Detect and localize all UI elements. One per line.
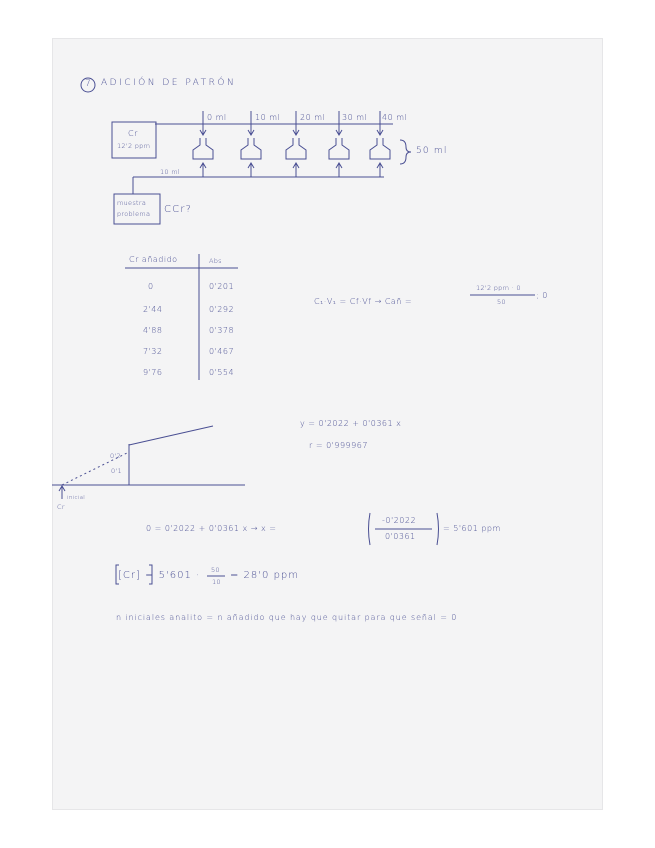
volume-label-4: 30 ml <box>342 113 368 122</box>
sample-label-line2: problema <box>117 210 151 218</box>
stock-concentration: 12'2 ppm <box>117 142 151 150</box>
table-cell: 0'292 <box>209 305 235 314</box>
page-title: ADICIÓN DE PATRÓN <box>101 78 237 88</box>
graph-arrow-label: Cr <box>57 503 65 511</box>
zero-signal-result: = 5'601 ppm <box>443 524 501 533</box>
graph-tick-upper: 0'2 <box>110 452 121 460</box>
table-cell: 9'76 <box>143 368 163 377</box>
total-volume-brace <box>400 140 411 164</box>
dilution-denominator: 50 <box>497 298 506 306</box>
standard-addition-graph <box>52 426 245 499</box>
zero-signal-equation: 0 = 0'2022 + 0'0361 x → x = <box>146 524 277 533</box>
table-cell: 0'201 <box>209 282 235 291</box>
dilution-numerator: 12'2 ppm · 0 <box>476 284 521 292</box>
table-cell: 0'378 <box>209 326 235 335</box>
volume-label-1: 0 ml <box>207 113 227 122</box>
zero-signal-numerator: -0'2022 <box>382 516 417 525</box>
table-cell: 7'32 <box>143 347 163 356</box>
volume-label-5: 40 ml <box>382 113 408 122</box>
table-cell: 0'467 <box>209 347 235 356</box>
graph-tick-lower: 0'1 <box>111 467 122 475</box>
sample-label-line1: muestra <box>117 199 147 207</box>
table-cell: 0'554 <box>209 368 235 377</box>
eq2-paren-left <box>369 513 371 545</box>
regression-equation: y = 0'2022 + 0'0361 x <box>300 419 402 428</box>
concentration-result-right: = 28'0 ppm <box>230 570 300 581</box>
stock-label: Cr <box>128 129 138 138</box>
table-header-added: Cr añadido <box>129 255 178 264</box>
volume-label-3: 20 ml <box>300 113 326 122</box>
regression-coefficient: r = 0'999967 <box>309 441 368 450</box>
concentration-result-left: [Cr] = 5'601 · <box>118 570 201 581</box>
unknown-concentration-question: CCr? <box>164 204 193 215</box>
volumetric-flasks <box>193 138 390 159</box>
table-cell: 0 <box>148 282 154 291</box>
concentration-numerator: 50 <box>211 566 220 574</box>
sample-volume-label: 10 ml <box>160 168 180 176</box>
stock-container <box>112 122 156 158</box>
concentration-denominator: 10 <box>212 578 221 586</box>
graph-fit-line <box>129 426 213 445</box>
table-cell: 4'88 <box>143 326 163 335</box>
dilution-result: ; 0 <box>536 291 548 300</box>
exercise-number: 7 <box>85 79 92 89</box>
total-volume-label: 50 ml <box>416 146 448 156</box>
sample-arrows <box>200 163 383 177</box>
table-header-abs: Abs <box>209 257 222 265</box>
dilution-equation: C₁·V₁ = Cf·Vf → Cañ = <box>314 297 413 306</box>
table-cell: 2'44 <box>143 305 163 314</box>
volume-label-2: 10 ml <box>255 113 281 122</box>
zero-signal-denominator: 0'0361 <box>385 532 416 541</box>
conclusion-text: n iniciales analito = n añadido que hay que quitar para que señal = 0 <box>116 613 458 622</box>
eq2-paren-right <box>437 513 439 545</box>
graph-arrow-label-sup: inicial <box>67 495 86 501</box>
